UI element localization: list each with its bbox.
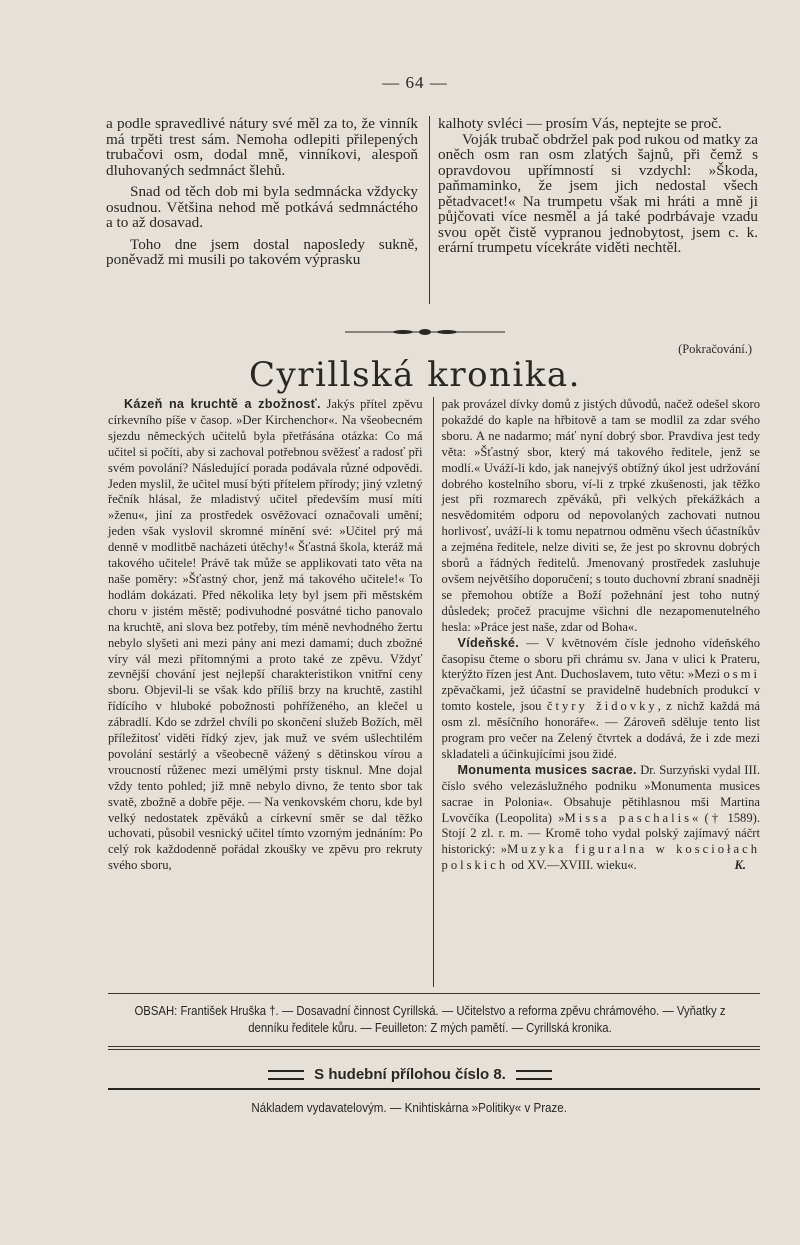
item-text: od XV.—XVIII. wieku«.: [508, 858, 637, 873]
feuilleton-left-column: [106, 116, 426, 304]
contents-label: OBSAH:: [134, 1004, 178, 1018]
page-number: — 64 —: [382, 73, 448, 92]
double-rule-icon: [268, 1070, 304, 1080]
feuilleton-right-column: [429, 116, 758, 304]
item-text: « († 1589). Stojí 2 zl. r. m. — Kromě toho vydal polský zajímavý náčrt historický: »: [441, 810, 760, 857]
chronicle-columns: [108, 397, 760, 987]
imprint: Nákladem vydavatelovým. — Knihtiskárna »Politiky« v Praze.: [251, 1101, 567, 1115]
feuilleton-paragraph: Toho dne jsem dostal naposledy sukně, poněvadž mi musili po takovém výprasku: [106, 235, 419, 268]
chronicle-item-continued: pak provázel dívky domů z jistých důvodů, načež odešel skoro pokaždé do kaple na hřbitově a tam se modlil za zdar svého sboru. A ne nadarmo; máť nyní dobrý sbor. Pravdiva jest tedy věta: »Šťastný sbor, který má takového ředitele, jenž se modlí.« Uváží-li kdo, jak nanejvýš obtížný úkol jest udržování dobrého kostelního sboru, ví-li z trpké zkušenosti, jak těžko jest při rozmarech zpěváků, při velkých překážkách a nesvědomitém odporu od nepovolaných zachovati nutnou horlivosť, uváží-li k tomu nepatrnou odměnu všech účastníkův a zejména ředitele, nelze diviti se, že jest po skrovnu dobrých sborů a řádných ředitelů. Jmenovaný prostředek zasluhuje ovšem největšího doporučení; s touto duchovní zbraní snadněji se přemohou obtíže a Boží požehnání jest toho nutný důsledek; pročež pracujme všichni dle nezapomenutelného hesla: »Práce jest naše, zdar od Boha«.: [441, 397, 760, 634]
item-text: , z nichž každá má osm zl. měsíčního honoráře«. — Zároveň sděluje tento list program pro večer na Zelený čtvrtek a dodává, že i zde mezi skladateli a účinkujícími jsou židé.: [441, 699, 761, 761]
divider-rule: [108, 1088, 760, 1090]
item-heading: Kázeň na kruchtě a zbožnosť.: [124, 397, 321, 411]
item-heading: Vídeňské.: [457, 635, 520, 650]
double-rule-icon: [516, 1070, 552, 1080]
feuilleton-continuation: [106, 116, 758, 304]
divider-rule: [108, 1046, 760, 1047]
item-heading: Monumenta musices sacrae.: [457, 762, 637, 777]
item-text: zpěvačkami, jež účastní se pravidelně hudebních produkcí v tomto kostele, jsou: [441, 683, 760, 714]
feuilleton-paragraph: a podle spravedlivé nátury své měl za to, že vinník má trpěti trest sám. Nemoha odlepiti přilepených trubačovi osm, dodal mně, vinníkovi, alespoň dluhovaných sedmnáct šlehů.: [106, 115, 419, 179]
supplement-text: S hudební přílohou číslo 8.: [314, 1066, 506, 1083]
author-signature: K.: [734, 858, 746, 873]
item-emphasis: osmi: [723, 667, 760, 682]
item-emphasis: Muzyka figuralna w kosciołach polskich: [441, 842, 760, 873]
contents-text: František Hruška †. — Dosavadní činnost Cyrillská. — Učitelstvo a reforma zpěvu chrámového. — Vyňatky z denníku ředitele kůru. — Feuilleton: Z mých pamětí. — Cyrillská kronika.: [180, 1004, 726, 1035]
supplement-notice: [0, 1066, 800, 1083]
item-emphasis: Missa paschalis: [564, 810, 692, 825]
feuilleton-paragraph: Snad od těch dob mi byla sedmnácka vždycky osudnou. Většina nehod mě potkává sedmnáctého a to až dosavad.: [106, 183, 419, 231]
item-text: — V květnovém čísle jednoho vídeňského časopisu čteme o sboru při chrámu sv. Jana v ulici k Prateru, kterýžto řízen jest Ant. Duchoslavem, tuto větu: »Mezi: [441, 635, 760, 682]
chronicle-item: [442, 763, 760, 874]
item-emphasis: čtyry židovky: [546, 699, 658, 714]
chronicle-left-column: [108, 397, 431, 987]
continued-note: (Pokračování.): [678, 342, 752, 356]
chronicle-right-column: [433, 397, 760, 987]
item-text: Dr. Surzyński vydal III. číslo svého velezáslužného podniku »Monumenta musices sacrae in Polonia«. Obsahuje pětihlasnou mši Martina Lvovčíka (Leopolita) »: [441, 762, 760, 825]
divider-rule: [108, 993, 760, 994]
feuilleton-paragraph: kalhoty svléci — prosím Vás, neptejte se proč.: [438, 115, 722, 132]
divider-rule: [108, 1049, 760, 1050]
item-text: Jakýs přítel zpěvu církevního píše v časop. »Der Kirchenchor«. Na všeobecném sjezdu německých učitelů byla přetřásána otázka: Co má učitel si počíti, aby si zachoval potřebnou svěžesť a radosť při svém povolání? Následující porada podávala různé odpovědi. Jeden myslil, že učitel musí býti přítelem přírody; jiný vzletný řečník hlásal, že mladistvý učitel především musí míti »ženu«, jiní za prostředek osvěžovací označovali umění; jeden však vyslovil skromné mínění své: »Učitel prý má denně v modlitbě nacházeti útěchy!« Šťastná škola, kteráž má takového učitele! Právě tak může se applikovati tato věta na naše poměry: »Šťastný chor, jenž má takového učitele!« To hodlám dokázati. Před několika lety byl jsem při městském choru v jistém městě; podivuhodné posvátné ticho panovalo na kruchtě, ani slova bez potřeby, tím méně nevhodného žertu nebylo slyšeti ani mezi pány ani mezi damami; duch zbožné víry vál mezi přítomnými a proto také ze zpěvu. Vždyť zevnější chování jest nejlepší charakteristikon vnitřní ceny sboru. Objevil-li se však kdo příliš brzy na kruchtě, zastihl řídícího v hluboké pobožnosti pohříženého, an klečel u zábradlí. Kdo se zdržel chvíli po skončení služeb Božích, měl příležitosť viděti řídký zjev, jak muž ve svém ušlechtilém povolání sestárlý a všeobecně vážený s dětinskou vírou a vroucností růženec mezi umělými prsty tisknul. Mne dojal vždy tento pohled; již mně nebylo divno, že tento sbor tak svatě, zbožně a dobře pěje. — Na venkovském choru, kde byl velký nedostatek zpěváků a církevní směr se dal těžko uchovati, působil vesnický učitel tímto vzorným jednáním: Po celý rok každodenně pořádal zkoušky ve zpěvu pro rekruty svého sboru,: [108, 397, 423, 873]
chronicle-item: [108, 397, 423, 874]
ornament-divider-icon: [345, 327, 505, 337]
chronicle-item: [442, 636, 760, 763]
section-title: Cyrillská kronika.: [248, 355, 581, 395]
feuilleton-paragraph: Voják trubač obdržel pak pod rukou od matky za oněch osm ran osm zlatých šajnů, při čemž s opravdovou upřímností si vzdychl: »Škoda, paňmaminko, že jsem jich nedostal všech pětadvacet!« Na trumpetu však mi hráti a mně ji půjčovati více nesměl a já také podrbávaje vzadu svou opět čistě vypranou jednobytost, jsem c. k. erární trumpetu vícekráte viděti nechtěl.: [438, 130, 758, 256]
contents-list: [133, 1003, 727, 1037]
